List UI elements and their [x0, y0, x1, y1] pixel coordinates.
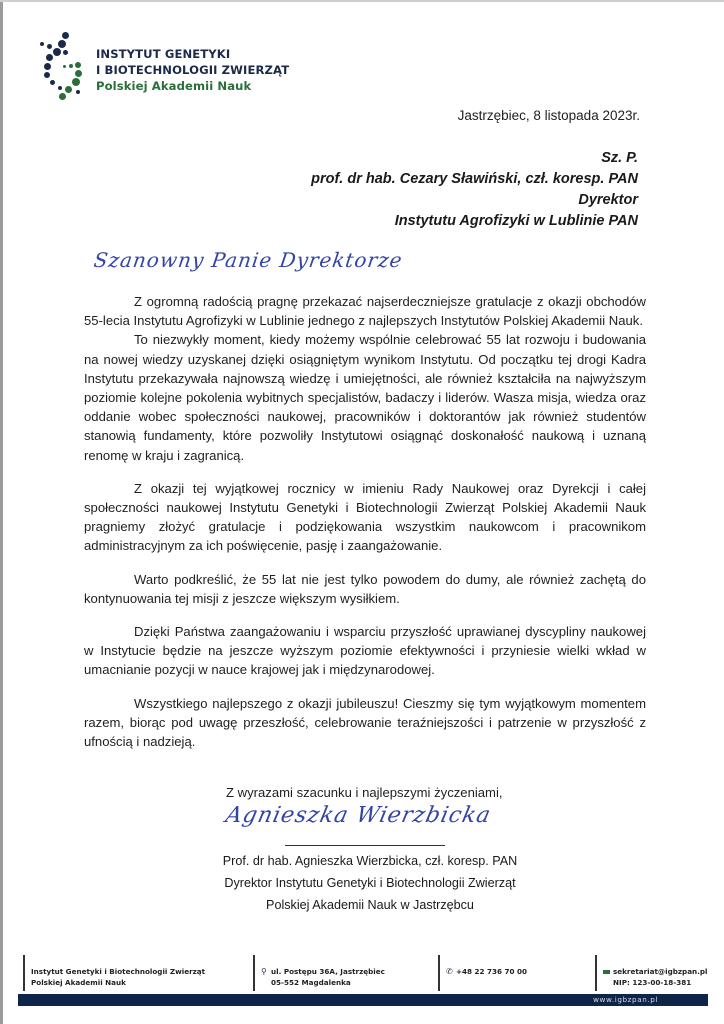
- recipient-line-1: Sz. P.: [601, 150, 638, 166]
- org-line-3: Polskiej Akademii Nauk: [96, 79, 252, 93]
- divider: [595, 955, 597, 991]
- recipient-block: [311, 148, 638, 232]
- org-line-1: INSTYTUT GENETYKI: [96, 47, 231, 61]
- signer-line-2: Dyrektor Instytutu Genetyki i Biotechnologii Zwierząt: [224, 876, 516, 890]
- paragraph: Z okazji tej wyjątkowej rocznicy w imieniu Rady Naukowej oraz Dyrekcji i całej społeczności naukowej Instytutu Genetyki i Biotechnologii Zwierząt Polskiej Akademii Nauk pragniemy złożyć gratulacje i podziękowania wszystkim naukowcom i pracownikom administracyjnym za ich poświęcenie, pasję i zaangażowanie.: [84, 480, 646, 554]
- handwritten-salutation: Szanowny Panie Dyrektorze: [92, 248, 405, 272]
- org-line-2: I BIOTECHNOLOGII ZWIERZĄT: [96, 63, 290, 77]
- closing-line: Z wyrazami szacunku i najlepszymi życzeniami,: [226, 785, 503, 800]
- paragraph: To niezwykły moment, kiedy możemy wspólnie celebrować 55 lat rozwoju i budowania na nowej wiedzy uzyskanej dzięki osiągniętym wynikom Instytutu. Od początku tej drogi Kadra Instytutu przekazywała najnowszą wiedzę i umiejętności, ale również kształciła na najwyższym poziomie kolejne pokolenia wybitnych specjalistów, badaczy i liderów. Wasza misja, wiedza oraz oddanie wobec społeczności naukowej, pracowników i doktorantów jak również studentów stanowią fundamenty, które pozwoliły Instytutowi osiągnąć doskonałość naukową i uznaną renomę w kraju i zagranicą.: [84, 332, 646, 463]
- footer-org-line-2: Polskiej Akademii Nauk: [31, 978, 126, 987]
- footer-org-line-1: Instytut Genetyki i Biotechnologii Zwierząt: [31, 967, 206, 976]
- mail-icon: [603, 970, 610, 974]
- website-link[interactable]: www.igbzpan.pl: [593, 995, 658, 1004]
- nip-number: NIP: 123-00-18-381: [613, 978, 692, 987]
- handwritten-signature: Agnieszka Wierzbicka: [223, 803, 494, 828]
- scan-edge: [0, 0, 3, 1024]
- signature-line: [285, 845, 445, 846]
- signer-block: [200, 850, 540, 916]
- phone-icon: ✆: [446, 967, 453, 976]
- letter-body: [84, 292, 646, 751]
- recipient-line-4: Instytutu Agrofizyki w Lublinie PAN: [394, 213, 638, 229]
- signer-line-1: Prof. dr hab. Agnieszka Wierzbicka, czł. koresp. PAN: [222, 854, 518, 868]
- org-name: [96, 46, 289, 94]
- paragraph: Warto podkreślić, że 55 lat nie jest tylko powodem do dumy, ale również zachętą do kontynuowania tej misji z jeszcze większym wysiłkiem.: [84, 571, 646, 606]
- footer-bar: [18, 994, 708, 1006]
- divider: [438, 955, 440, 991]
- paragraph: Dzięki Państwa zaangażowaniu i wsparciu przyszłość uprawianej dyscypliny naukowej w Instytucie będzie na jeszcze wyższym poziomie efektywności i przyniesie wielki wkład w umacnianie pozycji w nauce krajowej jak i międzynarodowej.: [84, 624, 646, 678]
- letterhead-footer: [18, 955, 708, 1007]
- address-line-2: 05-552 Magdalenka: [271, 978, 351, 987]
- map-pin-icon: ⚲: [261, 967, 267, 976]
- scan-edge-top: [0, 0, 724, 2]
- phone-number[interactable]: +48 22 736 70 00: [456, 967, 528, 976]
- dna-dots-icon: [34, 30, 84, 102]
- letter-date: Jastrzębiec, 8 listopada 2023r.: [457, 108, 640, 123]
- divider: [253, 955, 255, 991]
- divider: [23, 955, 25, 991]
- recipient-line-2: prof. dr hab. Cezary Sławiński, czł. koresp. PAN: [311, 171, 638, 187]
- address-line-1: ul. Postępu 36A, Jastrzębiec: [271, 967, 385, 976]
- paragraph: Wszystkiego najlepszego z okazji jubileuszu! Cieszmy się tym wyjątkowym momentem razem, biorąc pod uwagę przeszłość, celebrowanie teraźniejszości i patrzenie w przyszłość z ufnością i nadzieją.: [84, 695, 646, 750]
- email-link[interactable]: sekretariat@igbzpan.pl: [613, 967, 708, 976]
- recipient-line-3: Dyrektor: [578, 192, 638, 208]
- paragraph: Z ogromną radością pragnę przekazać najserdeczniejsze gratulacje z okazji obchodów 55-lecia Instytutu Agrofizyki w Lublinie jednego z najlepszych Instytutów Polskiej Akademii Nauk.: [84, 294, 646, 329]
- signer-line-3: Polskiej Akademii Nauk w Jastrzębcu: [266, 898, 474, 912]
